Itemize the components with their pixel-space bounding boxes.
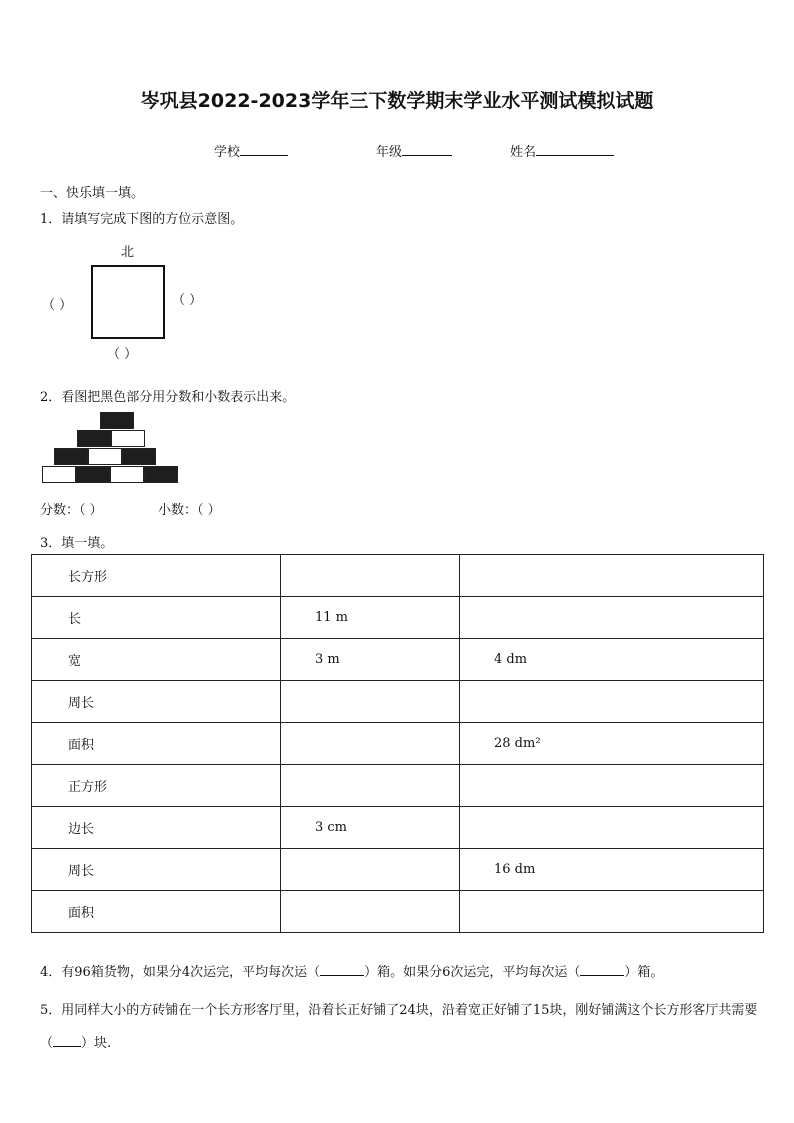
brick <box>100 412 134 429</box>
q5-blank[interactable] <box>53 1033 81 1047</box>
table-cell[interactable]: 3 m <box>281 639 460 681</box>
table-row-label: 宽 <box>32 639 281 681</box>
school-label: 学校 <box>214 145 241 160</box>
table-row-label: 周长 <box>32 681 281 723</box>
table-cell[interactable] <box>281 723 460 765</box>
table-row-label: 面积 <box>32 723 281 765</box>
table-cell[interactable] <box>460 597 764 639</box>
table-cell[interactable] <box>460 765 764 807</box>
grade-blank[interactable] <box>402 142 452 156</box>
table-cell[interactable] <box>460 681 764 723</box>
table-row <box>32 807 764 849</box>
table-cell[interactable] <box>460 891 764 933</box>
table-row-label: 长 <box>32 597 281 639</box>
table-row-label: 正方形 <box>32 765 281 807</box>
table-row-label: 面积 <box>32 891 281 933</box>
north-label: 北 <box>121 245 135 260</box>
east-answer-blank[interactable]: （ ） <box>172 293 203 308</box>
section-heading: 一、快乐填一填。 <box>40 186 145 201</box>
brick <box>54 448 88 465</box>
table-cell[interactable]: 3 cm <box>281 807 460 849</box>
brick <box>42 466 76 483</box>
fraction-answer[interactable]: 分数：（ ） <box>40 503 103 518</box>
fill-in-table <box>31 554 764 933</box>
table-row <box>32 891 764 933</box>
table-row <box>32 849 764 891</box>
question-5-text <box>40 994 760 1060</box>
question-1-text: 1．请填写完成下图的方位示意图。 <box>40 212 244 227</box>
south-answer-blank[interactable]: （ ） <box>107 347 138 362</box>
brick-pyramid <box>42 412 182 486</box>
table-row-label: 周长 <box>32 849 281 891</box>
question-5-part1: 5．用同样大小的方砖铺在一个长方形客厅里，沿着长正好铺了24块，沿着宽正好铺了15块，刚好铺满这个长方形客厅共需要（ <box>40 1003 758 1051</box>
table-row-label: 长方形 <box>32 555 281 597</box>
table-cell[interactable] <box>281 681 460 723</box>
table-row <box>32 723 764 765</box>
table-cell[interactable] <box>281 891 460 933</box>
table-cell[interactable] <box>281 849 460 891</box>
brick <box>144 466 178 483</box>
decimal-answer[interactable]: 小数：（ ） <box>158 503 221 518</box>
brick <box>122 448 156 465</box>
table-cell[interactable]: 16 dm <box>460 849 764 891</box>
school-blank[interactable] <box>240 142 288 156</box>
table-cell[interactable] <box>460 807 764 849</box>
table-cell[interactable] <box>281 555 460 597</box>
name-label: 姓名 <box>510 145 537 160</box>
table-row <box>32 681 764 723</box>
question-2-text: 2．看图把黑色部分用分数和小数表示出来。 <box>40 390 296 405</box>
table-row <box>32 765 764 807</box>
brick <box>77 430 111 447</box>
grade-field <box>376 141 452 160</box>
table-row-label: 边长 <box>32 807 281 849</box>
table-cell[interactable]: 11 m <box>281 597 460 639</box>
question-4-part2: ）箱。如果分6次运完，平均每次运（ <box>364 965 581 980</box>
q4-blank-2[interactable] <box>580 962 624 976</box>
west-answer-blank[interactable]: （ ） <box>42 298 73 313</box>
name-blank[interactable] <box>536 142 614 156</box>
brick <box>111 430 145 447</box>
school-field <box>214 141 288 160</box>
brick <box>110 466 144 483</box>
brick <box>76 466 110 483</box>
table-row <box>32 555 764 597</box>
brick <box>88 448 122 465</box>
question-4-part1: 4．有96箱货物，如果分4次运完，平均每次运（ <box>40 965 321 980</box>
table-cell[interactable]: 4 dm <box>460 639 764 681</box>
question-5-part2: ）块. <box>81 1036 112 1051</box>
question-3-text: 3．填一填。 <box>40 536 114 551</box>
q4-blank-1[interactable] <box>320 962 364 976</box>
table-row <box>32 597 764 639</box>
name-field <box>510 141 614 160</box>
question-4-part3: ）箱。 <box>624 965 664 980</box>
table-cell[interactable]: 28 dm² <box>460 723 764 765</box>
grade-label: 年级 <box>376 145 403 160</box>
table-cell[interactable] <box>281 765 460 807</box>
table-row <box>32 639 764 681</box>
page-title: 岑巩县2022-2023学年三下数学期末学业水平测试模拟试题 <box>140 90 654 112</box>
direction-square <box>91 265 165 339</box>
table-cell[interactable] <box>460 555 764 597</box>
question-4-text <box>40 961 663 980</box>
